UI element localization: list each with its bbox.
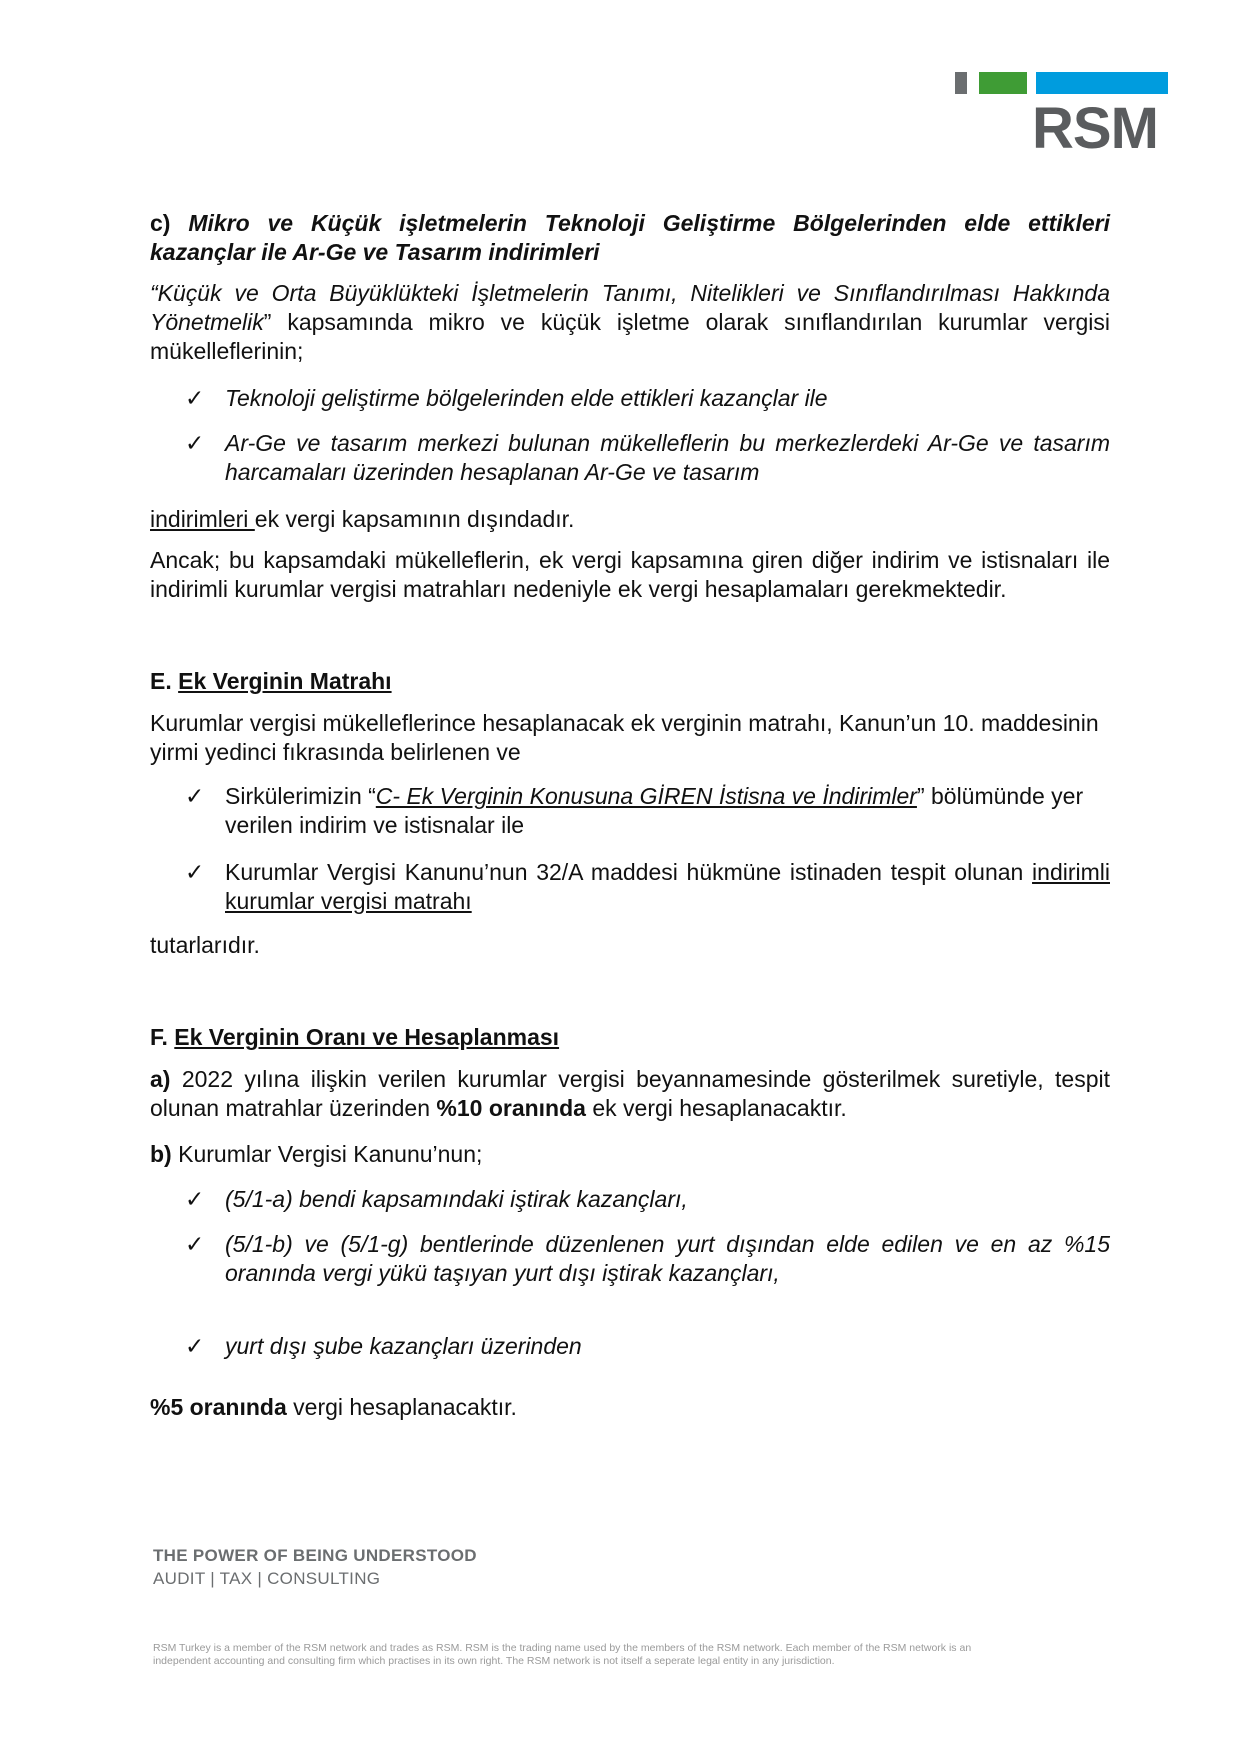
bullet-text-pre: Sirkülerimizin “	[225, 783, 376, 809]
section-e-bullet-2	[150, 858, 1110, 916]
section-f-bullet-3	[150, 1332, 1110, 1361]
footer-services: AUDIT | TAX | CONSULTING	[153, 1569, 381, 1588]
section-f-bullet-1	[150, 1185, 1110, 1214]
section-c-after	[150, 505, 1110, 534]
section-c-intro-rest: ” kapsamında mikro ve küçük işletme olarak sınıflandırılan kurumlar vergisi mükelleflerinin;	[150, 309, 1110, 364]
bullet-text-pre: Kurumlar Vergisi Kanunu’nun 32/A maddesi hükmüne istinaden tespit olunan	[225, 859, 1033, 885]
check-icon: ✓	[185, 859, 205, 885]
footer-tagline: THE POWER OF BEING UNDERSTOOD	[153, 1546, 477, 1565]
regulation-name: “Küçük ve Orta Büyüklükteki İşletmelerin Tanımı, Nitelikleri ve Sınıflandırılması Hakkında Yönetmelik	[150, 280, 1110, 335]
item-a-text: 2022 yılına ilişkin verilen kurumlar vergisi beyannamesinde gösterilmek suretiyle, tespit olunan matrahlar üzerinden	[150, 1066, 1110, 1121]
logo-blue-bar	[1036, 72, 1168, 94]
check-icon: ✓	[185, 430, 205, 456]
section-c-bullet-1	[150, 384, 1110, 413]
bullet-text: yurt dışı şube kazançları üzerinden	[225, 1333, 582, 1359]
item-a-label: a)	[150, 1066, 171, 1092]
section-f-closing-rest: vergi hesaplanacaktır.	[286, 1394, 517, 1420]
bullet-text: Teknoloji geliştirme bölgelerinden elde ettikleri kazançlar ile	[225, 385, 828, 411]
footer-tagline-block	[153, 1544, 477, 1590]
section-f-item-a	[150, 1065, 1110, 1123]
section-c-note: Ancak; bu kapsamdaki mükelleflerin, ek vergi kapsamına giren diğer indirim ve istisnaları ile indirimli kurumlar vergisi matrahları nedeniyle ek vergi hesaplamaları gerekmektedir.	[150, 547, 1110, 602]
section-e-closing: tutarlarıdır.	[150, 932, 260, 958]
section-f-title: Ek Verginin Oranı ve Hesaplanması	[174, 1024, 560, 1050]
section-e-heading	[150, 667, 1110, 696]
logo-grey-bar	[955, 72, 967, 94]
bullet-text: (5/1-b) ve (5/1-g) bentlerinde düzenlenen yurt dışından elde edilen ve en az %15 oranında vergi yükü taşıyan yurt dışı iştirak kazançları,	[225, 1231, 1110, 1286]
item-a-text-end: ek vergi hesaplanacaktır.	[585, 1095, 847, 1121]
section-f-prefix: F.	[150, 1024, 168, 1050]
underlined-text: indirimli kurumlar vergisi matrahı	[225, 859, 1110, 914]
document-body	[150, 209, 1110, 1422]
check-icon: ✓	[185, 783, 205, 809]
section-c-reference-link[interactable]: C- Ek Verginin Konusuna GİREN İstisna ve İndirimler	[375, 783, 917, 809]
section-e-bullet-1	[150, 782, 1110, 840]
section-f-heading	[150, 1023, 1110, 1052]
check-icon: ✓	[185, 1186, 205, 1212]
check-icon: ✓	[185, 1333, 205, 1359]
section-c-intro	[150, 279, 1110, 366]
section-c-title: Mikro ve Küçük işletmelerin Teknoloji Geliştirme Bölgelerinden elde ettikleri kazançlar ile Ar-Ge ve Tasarım indirimleri	[150, 210, 1110, 265]
item-b-label: b)	[150, 1141, 172, 1167]
section-e-intro: Kurumlar vergisi mükelleflerince hesaplanacak ek verginin matrahı, Kanun’un 10. maddesinin yirmi yedinci fıkrasında belirlenen ve	[150, 710, 1099, 765]
section-c-after-rest: ek vergi kapsamının dışındadır.	[254, 506, 575, 532]
section-f-bullet-2	[150, 1230, 1110, 1288]
check-icon: ✓	[185, 1231, 205, 1257]
section-c-bullet-2	[150, 429, 1110, 487]
rate-5: %5 oranında	[150, 1394, 287, 1420]
rate-10: %10 oranında	[436, 1095, 586, 1121]
underlined-text: indirimleri	[150, 506, 255, 532]
section-c-heading	[150, 209, 1110, 267]
section-e-title: Ek Verginin Matrahı	[178, 668, 392, 694]
rsm-logo	[955, 72, 1168, 164]
section-c-prefix: c)	[150, 210, 171, 236]
item-b-text: Kurumlar Vergisi Kanunu’nun;	[171, 1141, 483, 1167]
section-f-closing	[150, 1393, 1110, 1422]
bullet-text-post: ” bölümünde yer verilen indirim ve istisnalar ile	[225, 783, 1084, 838]
logo-green-bar	[979, 72, 1027, 94]
section-e-prefix: E.	[150, 668, 172, 694]
disclaimer-line-1: RSM Turkey is a member of the RSM network and trades as RSM. RSM is the trading name used by the members of the RSM network. Each member of the RSM network is an	[153, 1642, 972, 1654]
section-f-item-b	[150, 1140, 1110, 1169]
footer-disclaimer	[153, 1642, 1053, 1668]
logo-wordmark: RSM	[1032, 96, 1158, 161]
disclaimer-line-2: independent accounting and consulting firm which practises in its own right. The RSM network is not itself a seperate legal entity in any jurisdiction.	[153, 1655, 835, 1667]
bullet-text: Ar-Ge ve tasarım merkezi bulunan mükelleflerin bu merkezlerdeki Ar-Ge ve tasarım harcamaları üzerinden hesaplanan Ar-Ge ve tasarım	[225, 430, 1110, 485]
check-icon: ✓	[185, 385, 205, 411]
bullet-text: (5/1-a) bendi kapsamındaki iştirak kazançları,	[225, 1186, 688, 1212]
